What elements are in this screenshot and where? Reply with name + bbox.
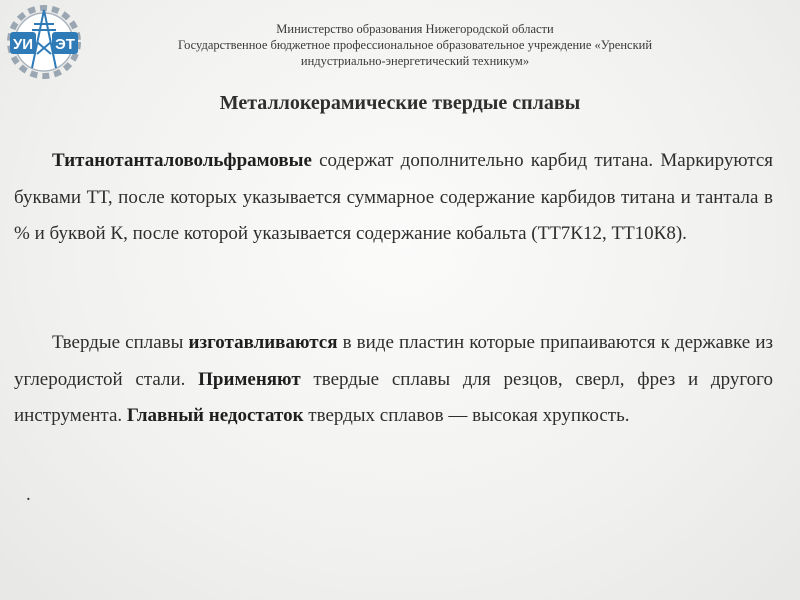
- trailing-dot: .: [26, 484, 31, 505]
- p1-bold-term: Титанотанталовольфрамовые: [52, 150, 312, 171]
- paragraph-1: [14, 143, 773, 253]
- p2-text-4: твердых сплавов — высокая хрупкость.: [303, 405, 630, 426]
- logo-left-text: УИ: [12, 36, 34, 53]
- logo-right-text: ЭТ: [55, 36, 75, 53]
- p2-text-1: Твердые сплавы: [52, 332, 189, 353]
- p1-text: содержат дополнительно карбид титана. Маркируются буквами ТТ, после которых указывается суммарное содержание карбидов титана и тантала в % и буквой К, после которой указывается содержание кобальта (ТТ7К12, ТТ10К8).: [14, 150, 773, 244]
- header-line-3: индустриально-энергетический техникум»: [300, 54, 530, 68]
- p2-bold-1: изготавливаются: [188, 332, 338, 353]
- header-line-2: Государственное бюджетное профессиональное образовательное учреждение «Уренский: [177, 38, 653, 52]
- p2-bold-2: Применяют: [198, 368, 301, 390]
- p2-bold-3: Главный недостаток: [126, 405, 304, 426]
- slide-header: [100, 21, 730, 69]
- header-line-1: Министерство образования Нижегородской области: [276, 22, 554, 36]
- slide-title: Металлокерамические твердые сплавы: [219, 92, 581, 114]
- paragraph-2: [14, 325, 773, 435]
- college-logo: [2, 2, 86, 84]
- p2-text-3: твердые сплавы для резцов, сверл, фрез и другого инструмента.: [14, 368, 773, 426]
- p2-text-2: в виде пластин которые припаиваются к державке из углеродистой стали.: [14, 332, 773, 390]
